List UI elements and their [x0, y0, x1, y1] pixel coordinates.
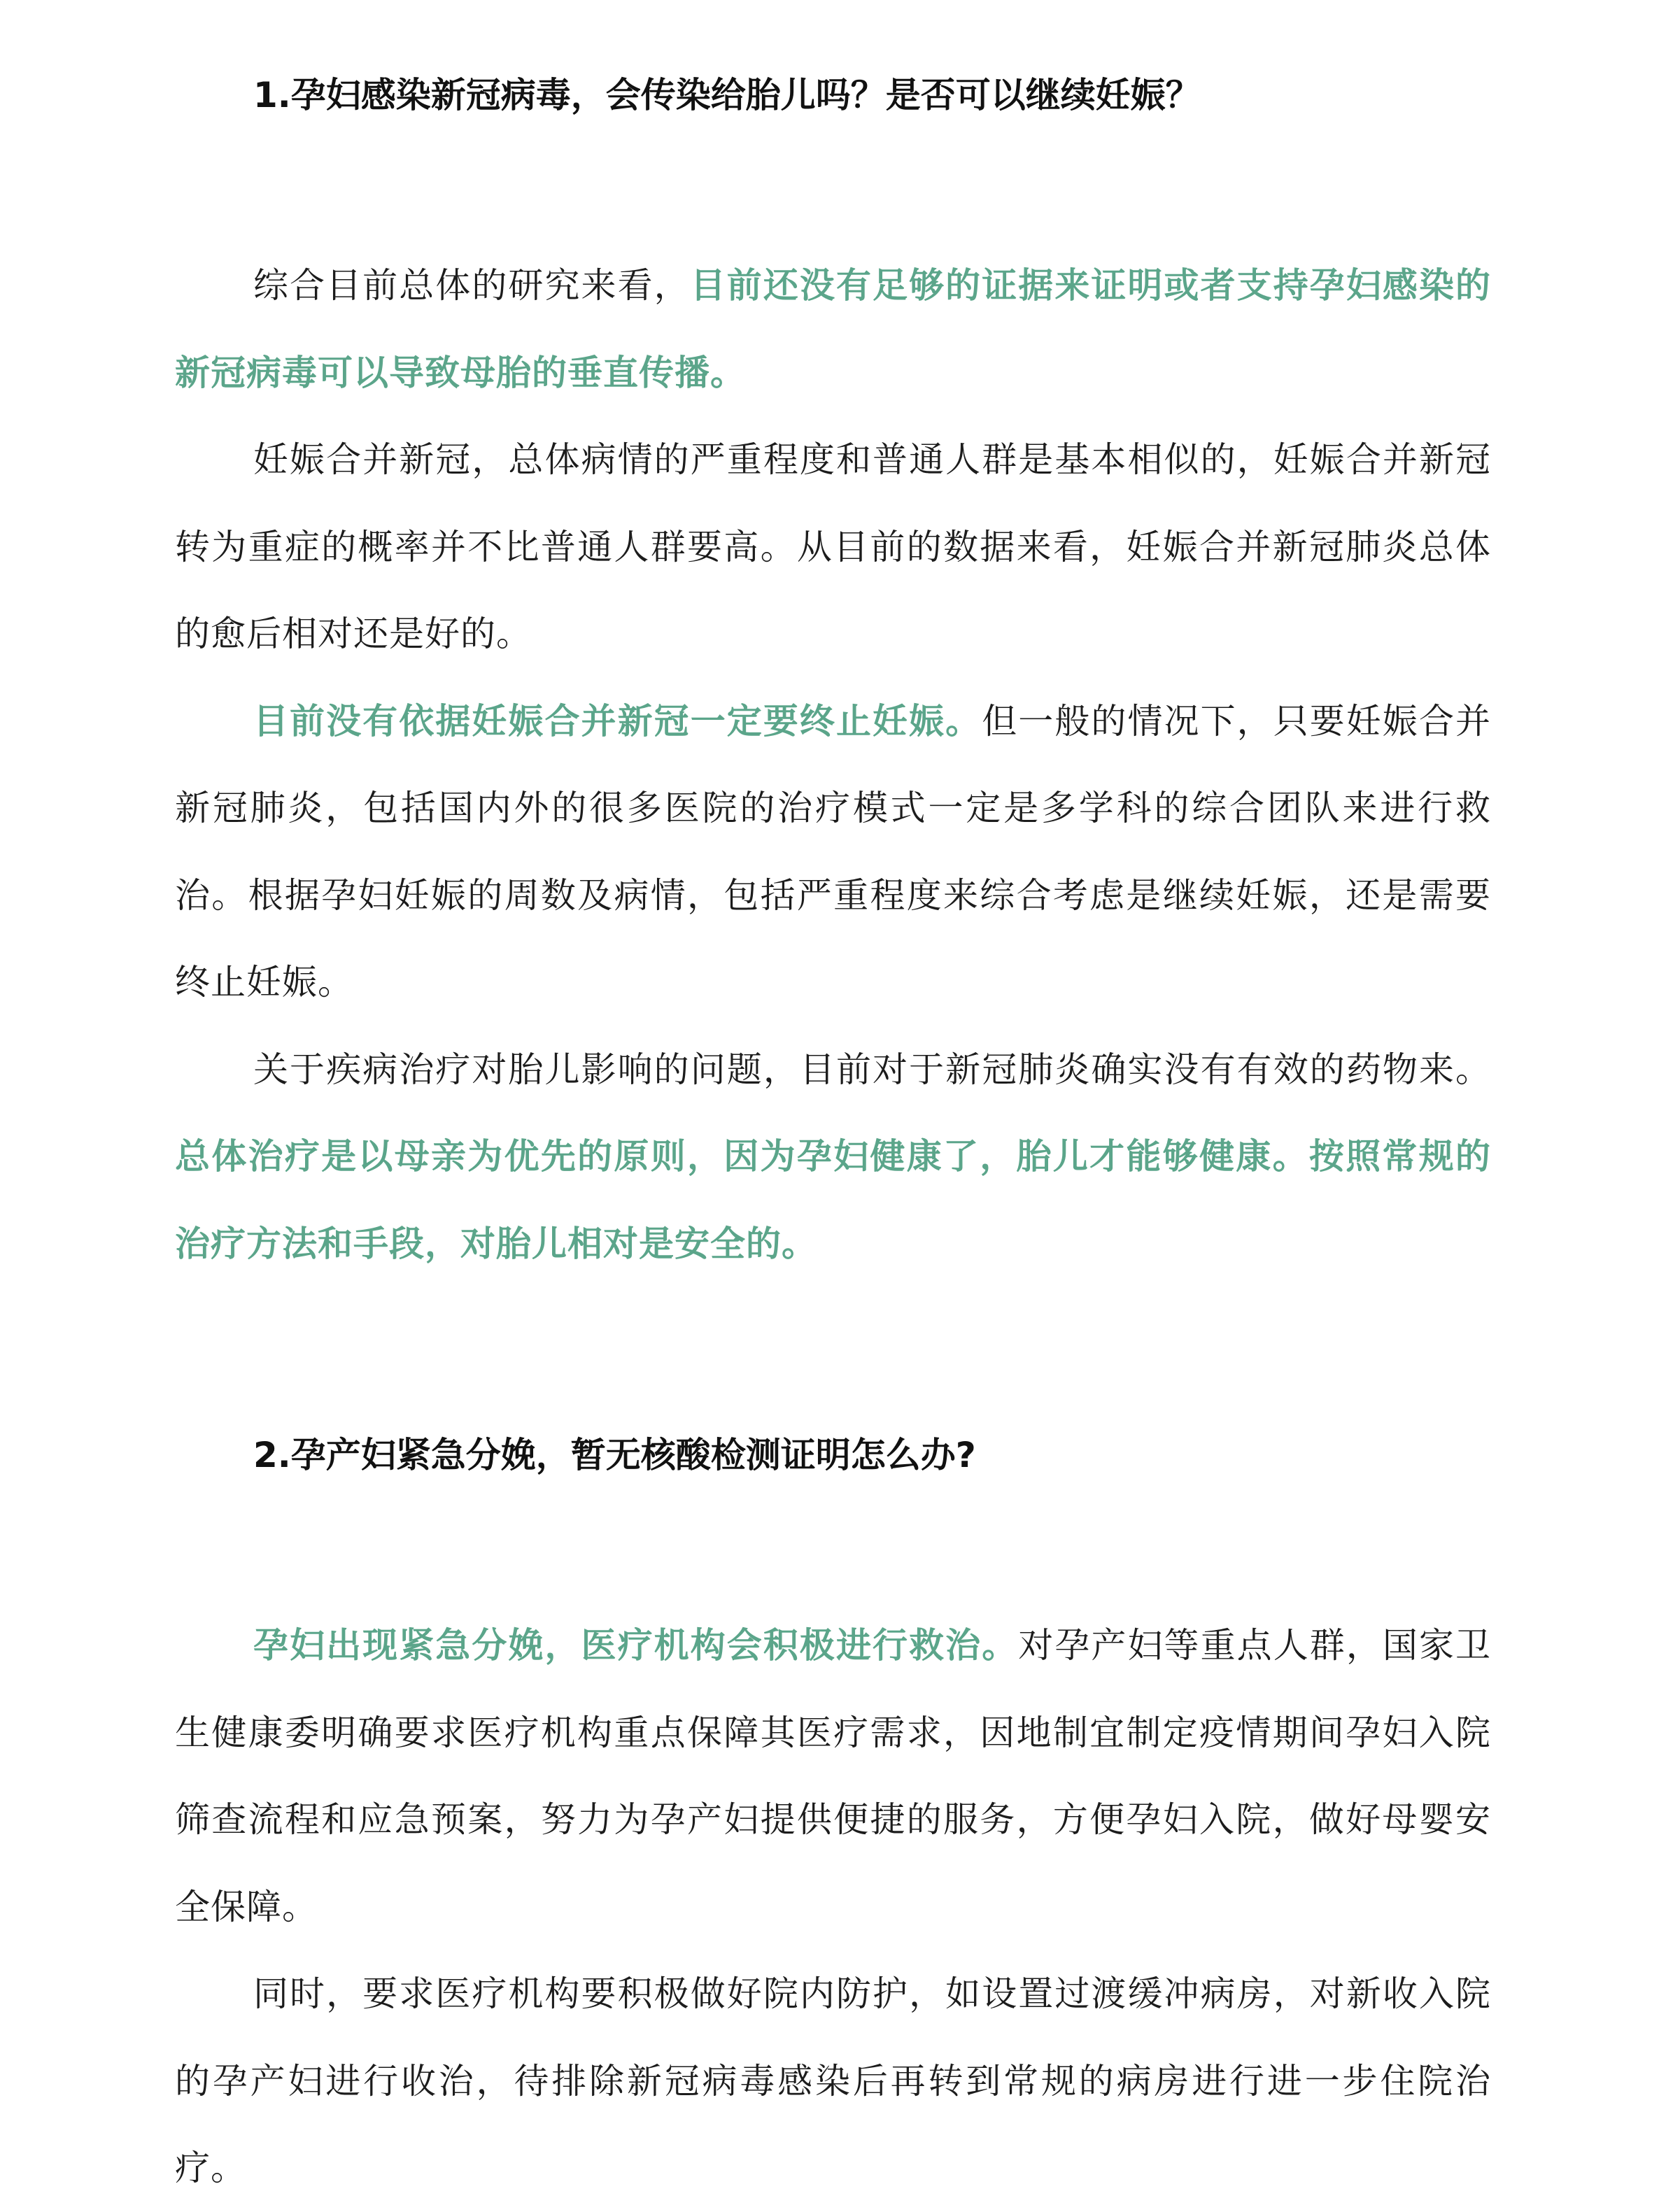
- section1-p3-highlight: 目前没有依据妊娠合并新冠一定要终止妊娠。: [253, 700, 982, 742]
- section1-paragraph-1: [175, 242, 1491, 416]
- section1-paragraph-2: 妊娠合并新冠，总体病情的严重程度和普通人群是基本相似的，妊娠合并新冠转为重症的概率并不比普通人群要高。从目前的数据来看，妊娠合并新冠肺炎总体的愈后相对还是好的。: [175, 439, 1491, 654]
- section1-heading: 1.孕妇感染新冠病毒，会传染给胎儿吗？是否可以继续妊娠？: [253, 75, 1201, 115]
- section1-p3-text: 但一般的情况下，只要妊娠合并新冠肺炎，包括国内外的很多医院的治疗模式一定是多学科的综合团队来进行救治。根据孕妇妊娠的周数及病情，包括严重程度来综合考虑是继续妊娠，还是需要终止妊娠。: [175, 700, 1492, 1002]
- section2-paragraph-1: [175, 1602, 1491, 1950]
- section1-p4-highlight: 总体治疗是以母亲为优先的原则，因为孕妇健康了，胎儿才能够健康。按照常规的治疗方法和手段，对胎儿相对是安全的。: [175, 1136, 1491, 1264]
- section1-p4-text: 关于疾病治疗对胎儿影响的问题，目前对于新冠肺炎确实没有有效的药物来。: [253, 1049, 1491, 1090]
- section2-paragraph-2: 同时，要求医疗机构要积极做好院内防护，如设置过渡缓冲病房，对新收入院的孕产妇进行收治，待排除新冠病毒感染后再转到常规的病房进行进一步住院治疗。: [175, 1973, 1491, 2188]
- section2-heading: 2.孕产妇紧急分娩，暂无核酸检测证明怎么办?: [253, 1435, 976, 1475]
- section2-p1-highlight: 孕妇出现紧急分娩，医疗机构会积极进行救治。: [253, 1625, 1019, 1666]
- section2-p1-text: 对孕产妇等重点人群，国家卫生健康委明确要求医疗机构重点保障其医疗需求，因地制宜制定疫情期间孕妇入院筛查流程和应急预案，努力为孕产妇提供便捷的服务，方便孕妇入院，做好母婴安全保障。: [175, 1625, 1492, 1927]
- section1-p1-highlight: 目前还没有足够的证据来证明或者支持孕妇感染的新冠病毒可以导致母胎的垂直传播。: [175, 265, 1492, 393]
- section1-paragraph-3: [175, 678, 1491, 1026]
- section1-paragraph-4: [175, 1026, 1491, 1288]
- section1-p1-text: 综合目前总体的研究来看，: [253, 265, 691, 306]
